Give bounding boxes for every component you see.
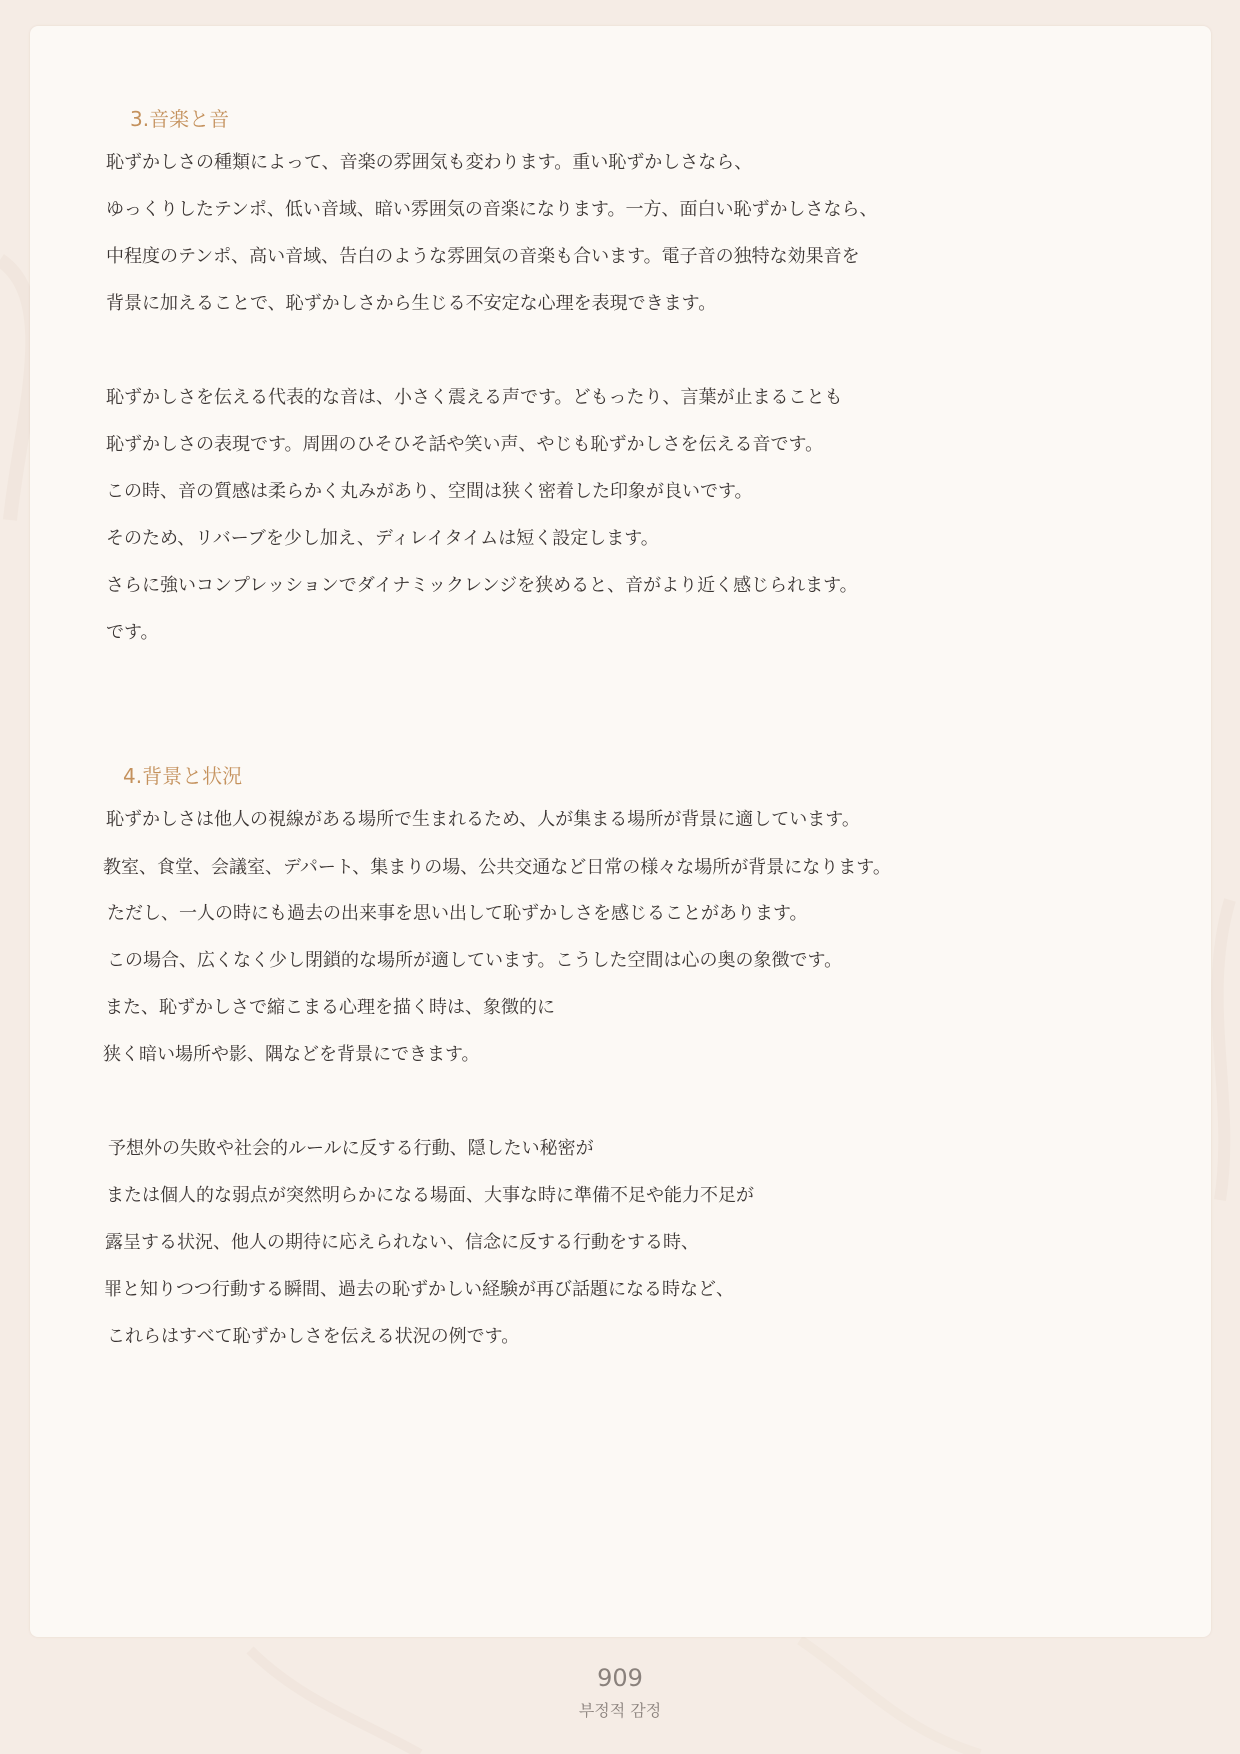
text-line: 恥ずかしさを伝える代表的な音は、小さく震える声です。どもったり、言葉が止まることも — [106, 387, 843, 408]
text-line: 背景に加えることで、恥ずかしさから生じる不安定な心理を表現できます。 — [106, 293, 717, 314]
text-line: 恥ずかしさは他人の視線がある場所で生まれるため、人が集まる場所が背景に適しています。 — [106, 809, 860, 830]
text-line: そのため、リバーブを少し加え、ディレイタイムは短く設定します。 — [106, 528, 659, 549]
text-line: 恥ずかしさの種類によって、音楽の雰囲気も変わります。重い恥ずかしさなら、 — [106, 152, 753, 173]
section-3-heading: 3.音楽と音 — [130, 107, 230, 131]
text-line: 露呈する状況、他人の期待に応えられない、信念に反する行動をする時、 — [105, 1232, 699, 1253]
text-line: 中程度のテンポ、高い音域、告白のような雰囲気の音楽も合います。電子音の独特な効果音を — [106, 246, 860, 267]
section-4-heading: 4.背景と状況 — [123, 764, 243, 788]
text-line: これらはすべて恥ずかしさを伝える状況の例です。 — [107, 1326, 520, 1347]
footer-caption: 부정적 감정 — [578, 1701, 662, 1720]
text-line: さらに強いコンプレッションでダイナミックレンジを狭めると、音がより近く感じられます。 — [106, 575, 858, 596]
text-line: ゆっくりしたテンポ、低い音域、暗い雰囲気の音楽になります。一方、面白い恥ずかしさなら、 — [106, 199, 878, 220]
text-line: また、恥ずかしさで縮こまる心理を描く時は、象徴的に — [105, 997, 555, 1018]
text-line: 狭く暗い場所や影、隅などを背景にできます。 — [103, 1044, 480, 1065]
page-number: 909 — [597, 1664, 643, 1692]
text-line: 罪と知りつつ行動する瞬間、過去の恥ずかしい経験が再び話題になる時など、 — [104, 1279, 734, 1300]
page-card — [30, 26, 1211, 1637]
text-line: 予想外の失敗や社会的ルールに反する行動、隠したい秘密が — [108, 1138, 594, 1159]
text-line: 恥ずかしさの表現です。周囲のひそひそ話や笑い声、やじも恥ずかしさを伝える音です。 — [106, 434, 824, 455]
text-line: ただし、一人の時にも過去の出来事を思い出して恥ずかしさを感じることがあります。 — [107, 903, 808, 924]
text-line: この時、音の質感は柔らかく丸みがあり、空間は狭く密着した印象が良いです。 — [106, 481, 753, 502]
text-line: です。 — [106, 622, 159, 643]
text-line: 教室、食堂、会議室、デパート、集まりの場、公共交通など日常の様々な場所が背景になります。 — [103, 857, 891, 878]
text-line: または個人的な弱点が突然明らかになる場面、大事な時に準備不足や能力不足が — [106, 1185, 754, 1206]
text-line: この場合、広くなく少し閉鎖的な場所が適しています。こうした空間は心の奥の象徴です。 — [107, 950, 843, 971]
